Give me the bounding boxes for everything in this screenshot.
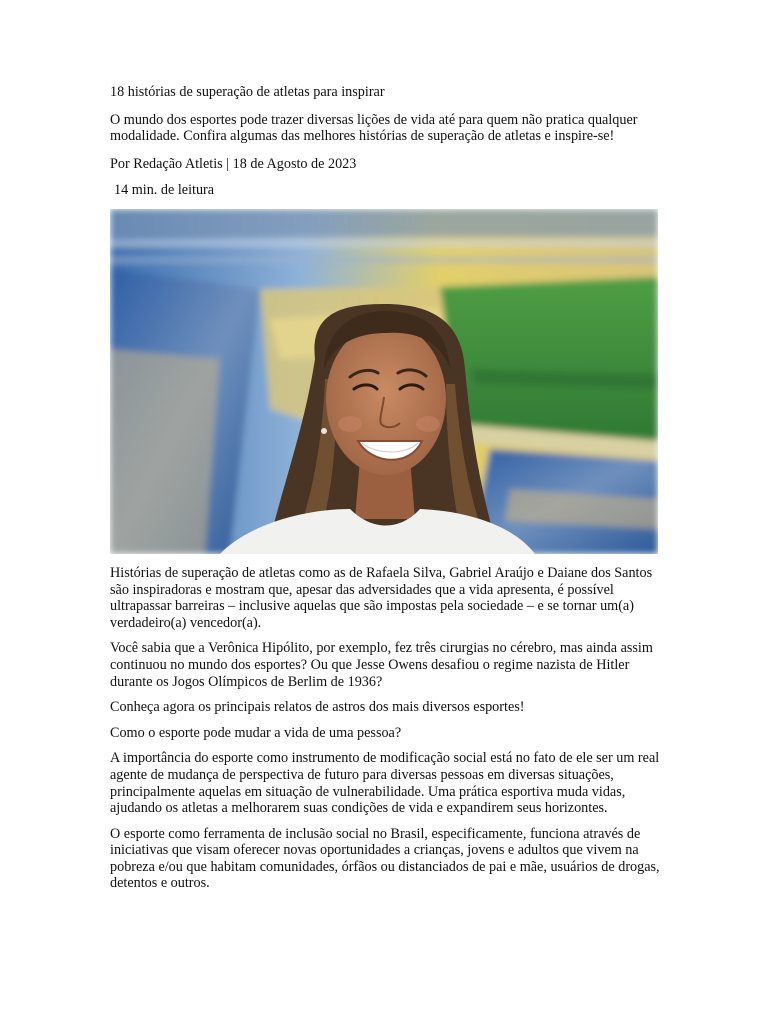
paragraph-2: Você sabia que a Verônica Hipólito, por exemplo, fez três cirurgias no cérebro, mas ainda assim continuou no mundo dos esportes? Ou que Jesse Owens desafiou o regime nazista de Hitler durante os Jogos Olímpicos de Berlim de 1936?: [110, 640, 653, 690]
read-time: 14 min. de leitura: [114, 182, 215, 199]
hero-photo: [110, 209, 658, 554]
paragraph-4: A importância do esporte como instrumento de modificação social está no fato de ele ser um real agente de mudança de perspectiva de futuro para diversas pessoas em diversas situações, principalmente aquelas em situação de vulnerabilidade. Uma prática esportiva muda vidas, ajudando os atletas a melhorarem suas condições de vida e expandirem seus horizontes.: [110, 750, 660, 817]
photo-athlete-stadium-icon: [110, 209, 658, 554]
article-byline: Por Redação Atletis | 18 de Agosto de 2023: [110, 155, 357, 172]
document-page: [110, 84, 660, 901]
article-title: 18 histórias de superação de atletas para inspirar: [110, 84, 385, 100]
article-intro: O mundo dos esportes pode trazer diversas lições de vida até para quem não pratica qualquer modalidade. Confira algumas das melhores histórias de superação de atletas e inspire-se!: [110, 111, 638, 145]
paragraph-5: O esporte como ferramenta de inclusão social no Brasil, especificamente, funciona através de iniciativas que visam oferecer novas oportunidades a crianças, jovens e adultos que vivem na pobreza e/ou que habitam comunidades, órfãos ou distanciados de pai e mãe, usuários de drogas, detentos e outros.: [110, 825, 660, 892]
paragraph-1: Histórias de superação de atletas como as de Rafaela Silva, Gabriel Araújo e Daiane dos Santos são inspiradoras e mostram que, apesar das adversidades que a vida apresenta, é possível ultrapassar barreiras – inclusive aquelas que são impostas pela sociedade – e se tornar um(a) verdadeiro(a) vencedor(a).: [110, 564, 653, 631]
paragraph-3: Conheça agora os principais relatos de astros dos mais diversos esportes!: [110, 699, 525, 716]
section-heading: Como o esporte pode mudar a vida de uma pessoa?: [110, 724, 402, 741]
